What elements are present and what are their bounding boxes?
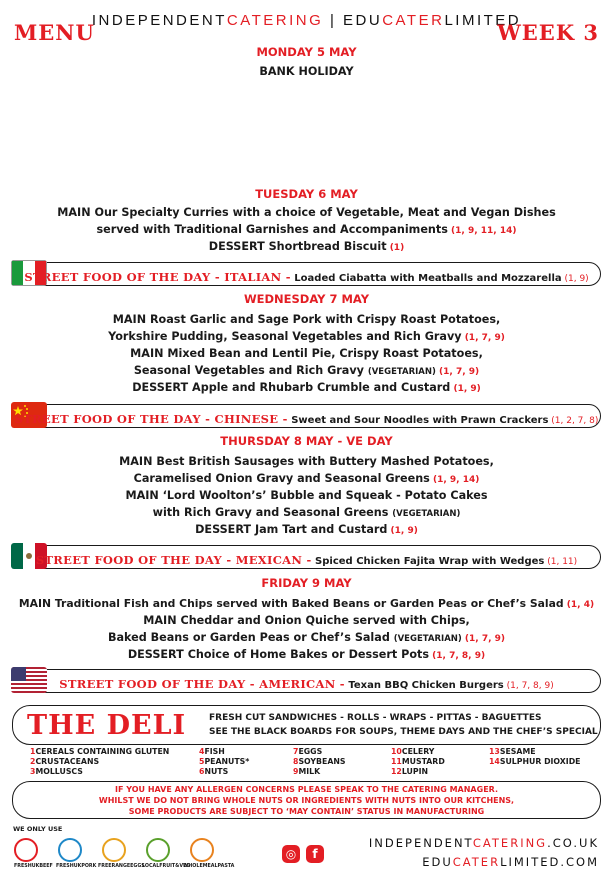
menu-text: DESSERT Choice of Home Bakes or Dessert Pots [127,648,430,661]
allergen-item [30,757,99,766]
allergen-number: 12 [391,767,402,776]
street-food-desc: Texan BBQ Chicken Burgers [344,680,504,691]
allergen-number: 3 [30,767,36,776]
allergen-name: SULPHUR DIOXIDE [499,757,581,766]
menu-text: Baked Beans or Garden Peas or Chef’s Salad [107,631,394,644]
day-heading-tuesday: TUESDAY 6 MAY [255,187,358,201]
allergen-codes: (1, 9) [450,384,481,394]
menu-text: Caramelised Onion Gravy and Seasonal Greens [133,472,430,485]
allergen-name: CEREALS CONTAINING GLUTEN [35,747,170,756]
instagram-icon[interactable]: ◎ [282,845,300,863]
menu-line [0,330,613,343]
street-food-text [13,673,600,692]
day-heading-monday: MONDAY 5 MAY [256,45,357,59]
street-food-title: STREET FOOD OF THE DAY - AMERICAN - [59,677,345,691]
menu-line: MAIN Roast Garlic and Sage Pork with Crispy Roast Potatoes, [112,313,501,326]
warning-line: WHILST WE DO NOT BRING WHOLE NUTS OR INGREDIENTS WITH NUTS INTO OUR KITCHENS, [98,796,515,805]
allergen-codes: (1, 7, 9) [435,367,480,377]
allergen-item [199,757,249,766]
menu-line [0,472,613,485]
monday-note: BANK HOLIDAY [259,65,354,78]
allergen-codes: (1, 9) [387,526,418,536]
allergen-name: PEANUTS* [204,757,250,766]
allergen-codes: (1, 9) [561,274,589,284]
menu-line: MAIN Cheddar and Onion Quiche served with Chips, [143,614,470,627]
allergen-codes: (1, 7, 9) [461,333,505,343]
allergen-codes: (1, 11) [544,557,578,567]
allergen-item [391,747,434,756]
menu-line [0,523,613,536]
menu-text: Seasonal Vegetables and Rich Gravy [133,364,368,377]
allergen-number: 7 [293,747,299,756]
allergen-item [30,747,169,756]
allergen-name: MILK [298,767,321,776]
warning-line: SOME PRODUCTS ARE SUBJECT TO ‘MAY CONTAIN’ STATUS IN MANUFACTURING [128,807,485,816]
allergen-name: MOLLUSCS [35,767,83,776]
brand-part: INDEPENDENT [91,12,227,29]
allergen-codes: (1, 9, 11, 14) [447,226,517,236]
menu-text: Yorkshire Pudding, Seasonal Vegetables and Rich Gravy [108,330,462,343]
allergen-item [199,747,225,756]
logo-label: LOCALFRUIT&VEG [142,864,191,869]
street-food-text [13,408,600,427]
logo-label: FRESHUKPORK [56,864,97,869]
menu-line [0,631,613,644]
menu-line: MAIN ‘Lord Woolton’s’ Bubble and Squeak - Potato Cakes [125,489,488,502]
allergen-item [293,757,346,766]
allergen-number: 2 [30,757,36,766]
menu-text: DESSERT Apple and Rhubarb Crumble and Custard [132,381,451,394]
pasta-logo-icon [190,838,214,862]
brand-part: LIMITED [444,12,522,29]
allergen-name: CELERY [401,747,435,756]
deli-line: SEE THE BLACK BOARDS FOR SOUPS, THEME DAYS AND THE CHEF’S SPECIAL [209,727,598,737]
day-heading-friday: FRIDAY 9 MAY [261,576,352,590]
logo-label: WHOLEMEALPASTA [183,864,235,869]
site-part: LIMITED.COM [500,855,599,869]
menu-line: MAIN Best British Sausages with Buttery Mashed Potatoes, [119,455,494,468]
allergen-number: 10 [391,747,402,756]
menu-line [0,648,613,661]
site-part: EDU [422,855,453,869]
street-food-title: STREET FOOD OF THE DAY - CHINESE - [14,412,288,426]
menu-line [0,223,613,236]
menu-line [0,597,613,610]
allergen-warning-box [12,781,601,819]
allergen-number: 13 [489,747,500,756]
menu-text: DESSERT Jam Tart and Custard [195,523,388,536]
allergen-number: 1 [30,747,36,756]
brand-part: CATER [382,12,445,29]
allergen-number: 5 [199,757,205,766]
menu-line [0,240,613,253]
allergen-name: NUTS [204,767,229,776]
deli-banner [12,705,601,745]
allergen-item [489,757,581,766]
street-food-banner-mexican [12,545,601,569]
street-food-desc: Loaded Ciabatta with Meatballs and Mozzarella [290,273,562,284]
logo-label: FRESHUKBEEF [14,864,53,869]
menu-text: served with Traditional Garnishes and Accompaniments [96,223,448,236]
allergen-codes: (1, 2, 7, 8) [548,416,599,426]
allergen-name: MUSTARD [401,757,445,766]
allergen-name: SOYBEANS [298,757,346,766]
street-food-desc: Spiced Chicken Fajita Wrap with Wedges [311,556,545,567]
menu-line [0,381,613,394]
site-part: INDEPENDENT [368,836,473,850]
egg-logo-icon [102,838,126,862]
day-heading-wednesday: WEDNESDAY 7 MAY [243,292,370,306]
beef-logo-icon [14,838,38,862]
logo-label: FREERANGEEGGS [98,864,145,869]
allergen-number: 11 [391,757,402,766]
allergen-codes: (1) [386,243,405,253]
allergen-name: FISH [204,747,225,756]
allergen-codes: (1, 9, 14) [429,475,480,485]
menu-line: MAIN Our Specialty Curries with a choice of Vegetable, Meat and Vegan Dishes [57,206,556,219]
allergen-item [199,767,228,776]
menu-text: DESSERT Shortbread Biscuit [208,240,387,253]
street-food-text [13,549,600,568]
allergen-item [30,767,83,776]
menu-text: with Rich Gravy and Seasonal Greens [152,506,393,519]
street-food-banner-chinese [12,404,601,428]
street-food-title: STREET FOOD OF THE DAY - MEXICAN - [35,553,312,567]
deli-line: FRESH CUT SANDWICHES - ROLLS - WRAPS - PITTAS - BAGUETTES [209,713,542,723]
street-food-banner-italian [12,262,601,286]
street-food-title: STREET FOOD OF THE DAY - ITALIAN - [24,270,291,284]
allergen-name: LUPIN [401,767,429,776]
allergen-item [391,757,445,766]
allergen-codes: (1, 4) [563,600,595,610]
allergen-number: 6 [199,767,205,776]
allergen-item [293,767,320,776]
vegetarian-tag: (VEGETARIAN) [367,367,436,377]
street-food-banner-american [12,669,601,693]
allergen-number: 8 [293,757,299,766]
street-food-desc: Sweet and Sour Noodles with Prawn Crackers [287,415,549,426]
day-heading-thursday: THURSDAY 8 MAY - VE DAY [220,434,393,448]
site-part: .CO.UK [547,836,599,850]
brand-part: EDU [343,12,383,29]
fruit-veg-logo-icon [146,838,170,862]
allergen-number: 4 [199,747,205,756]
facebook-icon[interactable]: f [306,845,324,863]
website-independentcatering[interactable] [369,836,599,850]
week-label: WEEK 3 [497,20,599,45]
vegetarian-tag: (VEGETARIAN) [393,634,462,644]
allergen-name: SESAME [499,747,536,756]
allergen-item [489,747,536,756]
brand-part: CATERING [226,12,324,29]
allergen-codes: (1, 7, 8, 9) [429,651,486,661]
menu-line [0,364,613,377]
warning-line: IF YOU HAVE ANY ALLERGEN CONCERNS PLEASE SPEAK TO THE CATERING MANAGER. [115,785,498,794]
allergen-item [391,767,428,776]
site-part: CATERING [472,836,548,850]
brand-part: | [323,12,344,29]
allergen-name: CRUSTACEANS [35,757,100,766]
menu-line [0,506,613,519]
site-part: CATER [452,855,501,869]
menu-line: MAIN Mixed Bean and Lentil Pie, Crispy Roast Potatoes, [130,347,483,360]
deli-title: THE DELI [27,710,187,741]
allergen-item [293,747,322,756]
menu-title: MENU [14,20,95,45]
allergen-number: 9 [293,767,299,776]
menu-text: MAIN Traditional Fish and Chips served with Baked Beans or Garden Peas or Chef’s Salad [18,597,564,610]
website-educaterlimited[interactable] [422,855,599,869]
street-food-text [13,266,600,285]
allergen-name: EGGS [298,747,323,756]
pork-logo-icon [58,838,82,862]
allergen-codes: (1, 7, 9) [461,634,506,644]
allergen-number: 14 [489,757,500,766]
vegetarian-tag: (VEGETARIAN) [392,509,461,519]
allergen-codes: (1, 7, 8, 9) [503,681,554,691]
we-only-use-label: WE ONLY USE [13,825,63,833]
